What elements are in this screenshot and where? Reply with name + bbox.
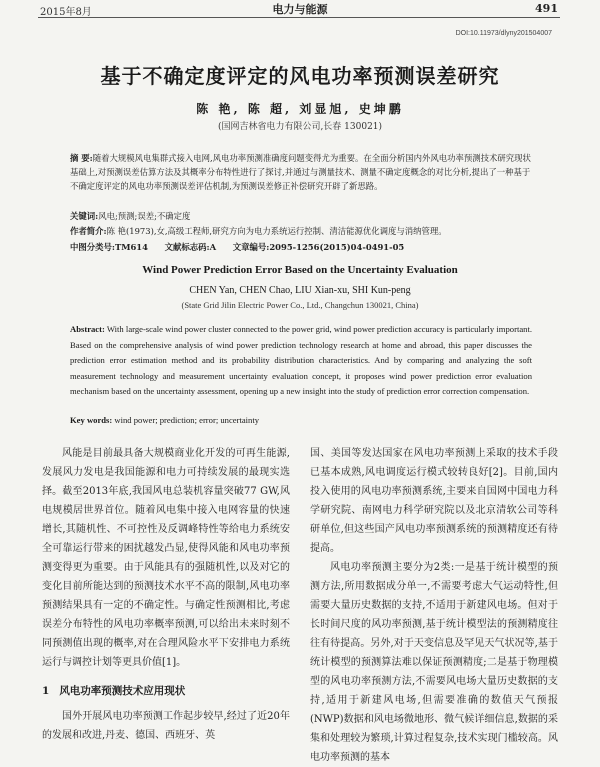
section-title: 风电功率预测技术应用现状 [59,685,186,697]
body-paragraph: 风能是目前最具备大规模商业化开发的可再生能源,发展风力发电是我国能源和电力可持续发展的最现实选择。截至2013年底,我国风电总装机容量突破77 GW,风电规模居世界首位。随着风电集中接入电网容量的快速增长,其随机性、不可控性及反调峰特性等给电力系统安全可靠运行带来的困扰越发凸显,使得风能和风电功率预测变得更为重要。由于风能具有的强随机性,以及对它的变化目前所能达到的预测技术水平不高的限制,风电功率预测结果具有一定的不确定性。与确定性预测相比,考虑误差分布特性的风电功率概率预测,可以给出未来时刻不同预测值出现的概率,对在合理风险水平下安排电力系统运行与调控计划等更具价值[1]。 [42,448,290,668]
keywords-chinese-text: 风电;预测;误差;不确定度 [98,211,191,221]
keywords-chinese-label: 关键词: [70,211,99,221]
authors-chinese: 陈 艳, 陈 超, 刘显旭, 史坤鹏 [196,102,404,116]
abstract-english-label: Abstract: [70,324,105,334]
page-number: 491 [535,2,558,15]
section-number: 1 [42,685,50,697]
body-column-left [42,444,290,745]
author-info-label: 作者简介: [70,226,107,236]
document-code: 文献标志码:A [164,242,217,252]
affiliation-chinese: (国网吉林省电力有限公司,长春 130021) [217,122,383,132]
issue-date: 2015年8月 [40,7,92,18]
authors-english: CHEN Yan, CHEN Chao, LIU Xian-xu, SHI Kun-peng [189,285,411,296]
doi: DOI:10.11973/dlyny201504007 [455,30,552,37]
title-chinese: 基于不确定度评定的风电功率预测误差研究 [100,64,500,88]
keywords-english-text: wind power; prediction; error; uncertainty [114,415,260,425]
keywords-english [70,415,259,425]
journal-name: 电力与能源 [272,3,328,16]
classification-line [70,240,532,254]
affiliation-english: (State Grid Jilin Electric Power Co., Ltd., Changchun 130021, China) [181,300,419,310]
author-info-text: 陈 艳(1973),女,高级工程师,研究方向为电力系统运行控制、清洁能源优化调度与消纳管理。 [106,226,447,236]
body-paragraph: 国、美国等发达国家在风电功率预测上采取的技术手段已基本成熟,风电调度运行模式较转良好[2]。目前,国内投入使用的风电功率预测系统,主要来自国网中国电力科学研究院、南网电力科学研究院以及北京清软公司等科研单位,但这些国产风电功率预测系统的预测精度还有待提高。 [310,448,558,554]
clc-number: 中图分类号:TM614 [70,242,148,252]
body-paragraph: 国外开展风电功率预测工作起步较早,经过了近20年的发展和改进,丹麦、德国、西班牙、英 [42,711,290,741]
section-heading [42,682,290,701]
abstract-chinese [70,151,532,193]
abstract-chinese-text: 随着大规模风电集群式接入电网,风电功率预测准确度问题变得尤为重要。在全面分析国内外风电功率预测技术研究现状基础上,对预测误差估算方法及其概率分布特性进行了探讨,并通过与测量技术、测量不确定度概念的对比分析,提出了一种基于不确定度评定的风电功率预测误差评估机制,为预测误差修正补偿研究开辟了新思路。 [70,153,531,191]
author-info [70,224,532,238]
abstract-english [70,322,532,400]
abstract-english-text: With large-scale wind power cluster connected to the power grid, wind power prediction accuracy is particularly important. Based on the comprehensive analysis of wind power prediction technology research at home and abroad, this paper discusses the prediction error estimation method and its probability distribution characteristics. And by comparing and analyzing the soft measurement technology and measurement uncertainty evaluation concept, it proposes wind power prediction error evaluation mechanism based on the uncertainty assessment, opening up a new insight into the study of prediction error correction compensation. [70,324,532,397]
title-english: Wind Power Prediction Error Based on the Uncertainty Evaluation [142,264,458,276]
keywords-english-label: Key words: [70,415,113,425]
running-header [0,0,600,20]
body-paragraph: 风电功率预测主要分为2类:一是基于统计模型的预测方法,所用数据成分单一,不需要考虑大气运动特性,但需要大量历史数据的支持,不适用于新建风电场。但对于长时间尺度的风功率预测,基于统计模型法的预测精度往往有待提高。另外,对于天变信息及罕见天气状况等,基于统计模型的预测算法难以保证预测精度;二是基于物理模型的风电功率预测方法,不需要风电场大量历史数据的支持,适用于新建风电场,但需要准确的数值天气预报(NWP)数据和风电场微地形、微气候详细信息,数据的采集和处理较为繁琐,计算过程复杂,技术实现门槛较高。风电功率预测的基本 [310,562,558,763]
article-number: 文章编号:2095-1256(2015)04-0491-05 [232,242,405,252]
abstract-chinese-label: 摘 要: [70,153,93,163]
body-column-right [310,444,558,767]
keywords-chinese [70,209,532,223]
header-rule [38,17,560,18]
